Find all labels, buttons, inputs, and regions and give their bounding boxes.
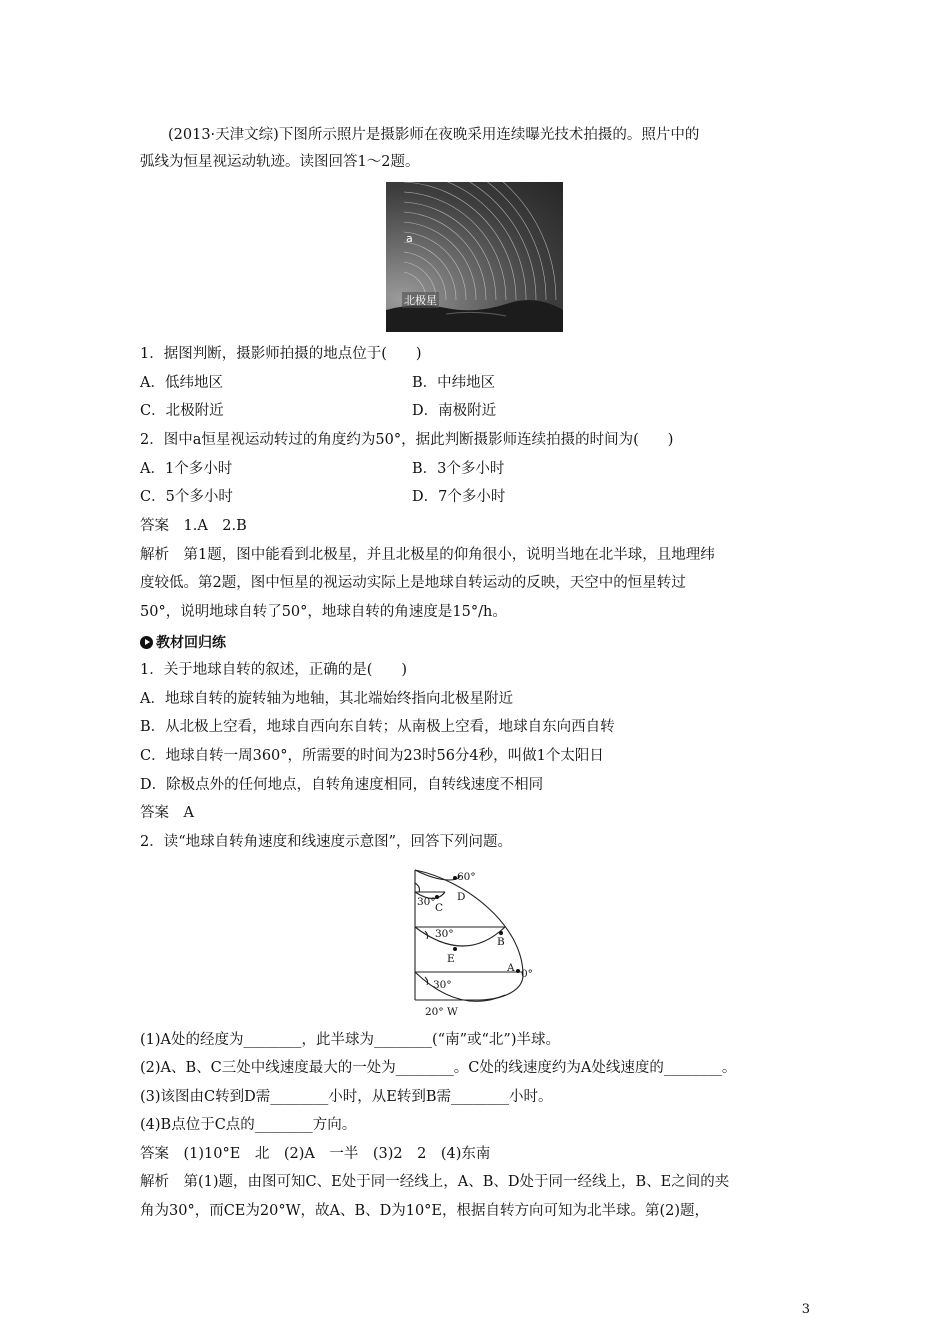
label-30-a: 30° — [417, 896, 436, 908]
q1-option-b: B．中纬地区 — [412, 375, 496, 391]
p2-sub-2: (2)A、B、C三处中线速度最大的一处为________。C处的线速度约为A处线速度的________。 — [140, 1060, 737, 1076]
label-0: 0° — [521, 968, 533, 980]
label-c: C — [435, 902, 444, 914]
p1-option-a: A．地球自转的旋转轴为地轴，其北端始终指向北极星附近 — [140, 691, 513, 707]
q2-option-b: B．3个多小时 — [412, 461, 505, 477]
label-30-b: 30° — [435, 928, 454, 940]
label-20w: 20° W — [425, 1006, 458, 1018]
play-icon — [140, 636, 153, 649]
label-e: E — [447, 953, 455, 965]
p1-stem: 1．关于地球自转的叙述，正确的是( ) — [140, 662, 408, 678]
label-60: 60° — [457, 871, 476, 883]
section-title — [140, 632, 226, 652]
label-a: A — [507, 962, 515, 974]
q2-stem: 2．图中a恒星视运动转过的角度约为50°，据此判断摄影师连续拍摄的时间为( ) — [140, 432, 674, 448]
p1-option-c: C．地球自转一周360°，所需要的时间为23时56分4秒，叫做1个太阳日 — [140, 748, 604, 764]
analysis-1-line-2: 度较低。第2题，图中恒星的视运动实际上是地球自转运动的反映，天空中的恒星转过 — [140, 575, 686, 591]
star-trails — [386, 182, 563, 332]
q1-option-c: C．北极附近 — [140, 403, 224, 419]
page-number: 3 — [801, 1302, 810, 1317]
star-trail-photo — [386, 182, 563, 332]
analysis-1-line-3: 50°，说明地球自转了50°，地球自转的角速度是15°/h。 — [140, 604, 507, 620]
label-30-c: 30° — [433, 979, 452, 991]
p2-sub-3: (3)该图由C转到D需________小时，从E转到B需________小时。 — [140, 1089, 553, 1105]
q1-option-a: A．低纬地区 — [140, 375, 223, 391]
q2-option-d: D．7个多小时 — [412, 489, 506, 505]
analysis-2-line-1: 解析 第(1)题，由图可知C、E处于同一经线上，A、B、D处于同一经线上，B、E之间的夹 — [140, 1174, 730, 1190]
q2-option-a: A．1个多小时 — [140, 461, 233, 477]
analysis-1-line-1: 解析 第1题，图中能看到北极星，并且北极星的仰角很小，说明当地在北半球，且地理纬 — [140, 547, 715, 563]
answer-1: 答案 1.A 2.B — [140, 518, 247, 534]
p1-option-b: B．从北极上空看，地球自西向东自转；从南极上空看，地球自东向西自转 — [140, 719, 615, 735]
label-d: D — [457, 891, 466, 903]
q1-option-d: D．南极附近 — [412, 403, 497, 419]
earth-rotation-diagram — [405, 865, 550, 1020]
q1-stem: 1．据图判断，摄影师拍摄的地点位于( ) — [140, 346, 422, 362]
analysis-2-line-2: 角为30°，而CE为20°W，故A、B、D为10°E，根据自转方向可知为北半球。第(2)题， — [140, 1203, 710, 1219]
section-title-text: 教材回归练 — [156, 635, 226, 651]
p2-sub-1: (1)A处的经度为________，此半球为________(“南”或“北”)半球。 — [140, 1032, 560, 1048]
q2-option-c: C．5个多小时 — [140, 489, 233, 505]
p1-option-d: D．除极点外的任何地点，自转角速度相同，自转线速度不相同 — [140, 777, 544, 793]
p2-sub-4: (4)B点位于C点的________方向。 — [140, 1117, 357, 1133]
label-b: B — [497, 936, 505, 948]
intro-line-2: 弧线为恒星视运动轨迹。读图回答1～2题。 — [140, 154, 420, 170]
p2-answer: 答案 (1)10°E 北 (2)A 一半 (3)2 2 (4)东南 — [140, 1146, 491, 1162]
p2-stem: 2．读“地球自转角速度和线速度示意图”，回答下列问题。 — [140, 834, 513, 850]
p1-answer: 答案 A — [140, 805, 194, 821]
polaris-label: 北极星 — [404, 294, 437, 307]
intro-line-1: (2013·天津文综)下图所示照片是摄影师在夜晚采用连续曝光技术拍摄的。照片中的 — [168, 127, 700, 143]
star-a-label: a — [406, 232, 413, 245]
